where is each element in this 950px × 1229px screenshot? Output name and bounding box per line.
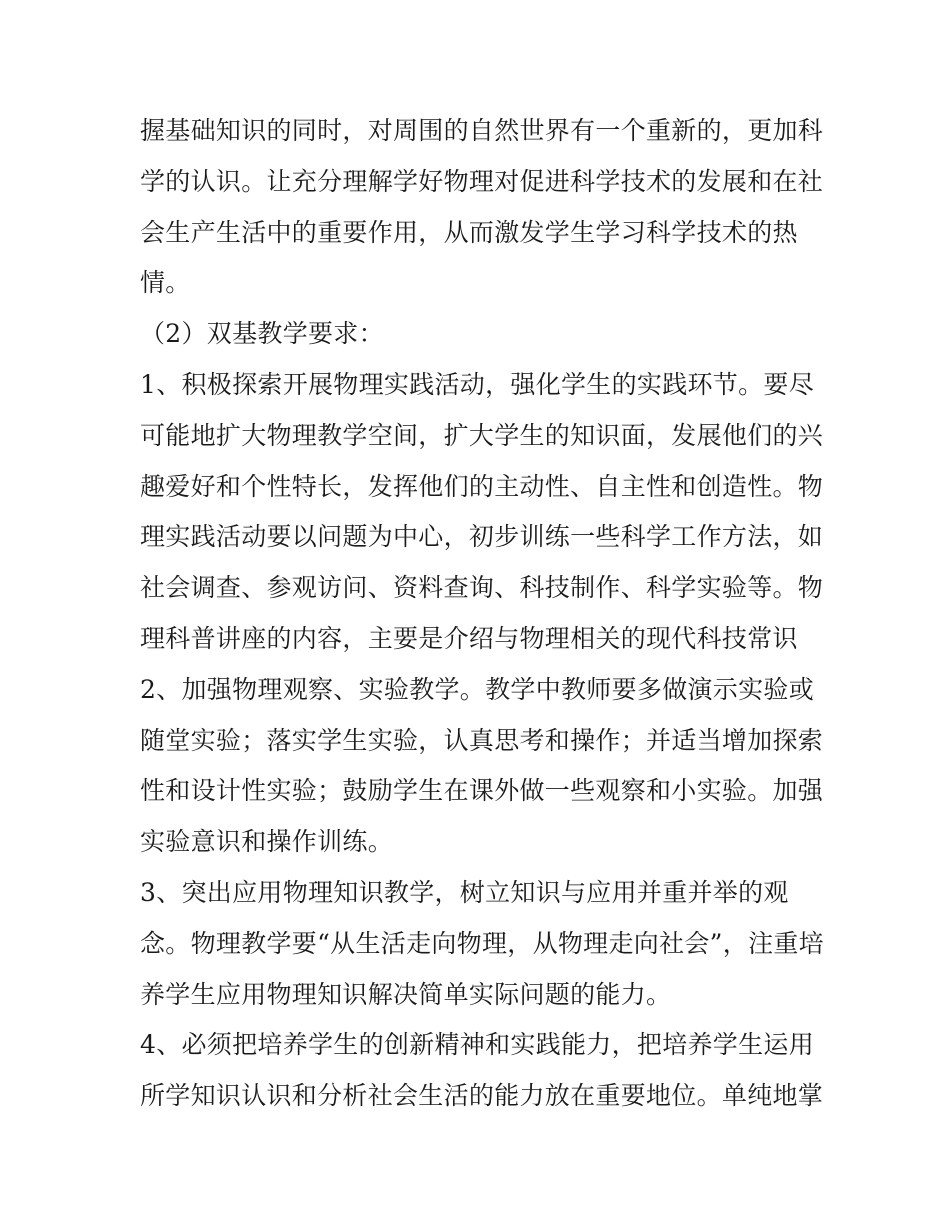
text-line: 3、突出应用物理知识教学，树立知识与应用并重并举的观 — [140, 877, 789, 907]
text-line: 养学生应用物理知识解决简单实际问题的能力。 — [140, 979, 672, 1009]
text-line: 实验意识和操作训练。 — [140, 827, 394, 857]
text-line: 理实践活动要以问题为中心，初步训练一些科学工作方法，如 — [140, 522, 824, 552]
section-heading: （2）双基教学要求： — [140, 319, 384, 349]
text-line: 随堂实验；落实学生实验，认真思考和操作；并适当增加探索 — [140, 725, 824, 755]
text-line: 2、加强物理观察、实验教学。教学中教师要多做演示实验或 — [140, 674, 815, 704]
text-line: 理科普讲座的内容，主要是介绍与物理相关的现代科技常识 — [140, 623, 798, 653]
text-line: 趣爱好和个性特长，发挥他们的主动性、自主性和创造性。物 — [140, 471, 824, 501]
text-line: 学的认识。让充分理解学好物理对促进科学技术的发展和在社 — [140, 166, 824, 196]
text-line: 性和设计性实验；鼓励学生在课外做一些观察和小实验。加强 — [140, 776, 824, 806]
text-line: 握基础知识的同时，对周围的自然世界有一个重新的，更加科 — [140, 116, 824, 145]
body-text — [140, 106, 824, 1122]
text-line: 社会调查、参观访问、资料查询、科技制作、科学实验等。物 — [140, 573, 824, 603]
text-line: 情。 — [140, 268, 191, 298]
text-line: 可能地扩大物理教学空间，扩大学生的知识面，发展他们的兴 — [140, 420, 824, 450]
text-line: 4、必须把培养学生的创新精神和实践能力，把培养学生运用 — [140, 1030, 815, 1060]
text-line: 会生产生活中的重要作用，从而激发学生学习科学技术的热 — [140, 217, 798, 247]
text-line: 念。物理教学要“从生活走向物理，从物理走向社会”，注重培 — [140, 928, 824, 958]
text-line: 1、积极探索开展物理实践活动，强化学生的实践环节。要尽 — [140, 369, 815, 399]
text-line: 所学知识认识和分析社会生活的能力放在重要地位。单纯地掌 — [140, 1081, 824, 1111]
